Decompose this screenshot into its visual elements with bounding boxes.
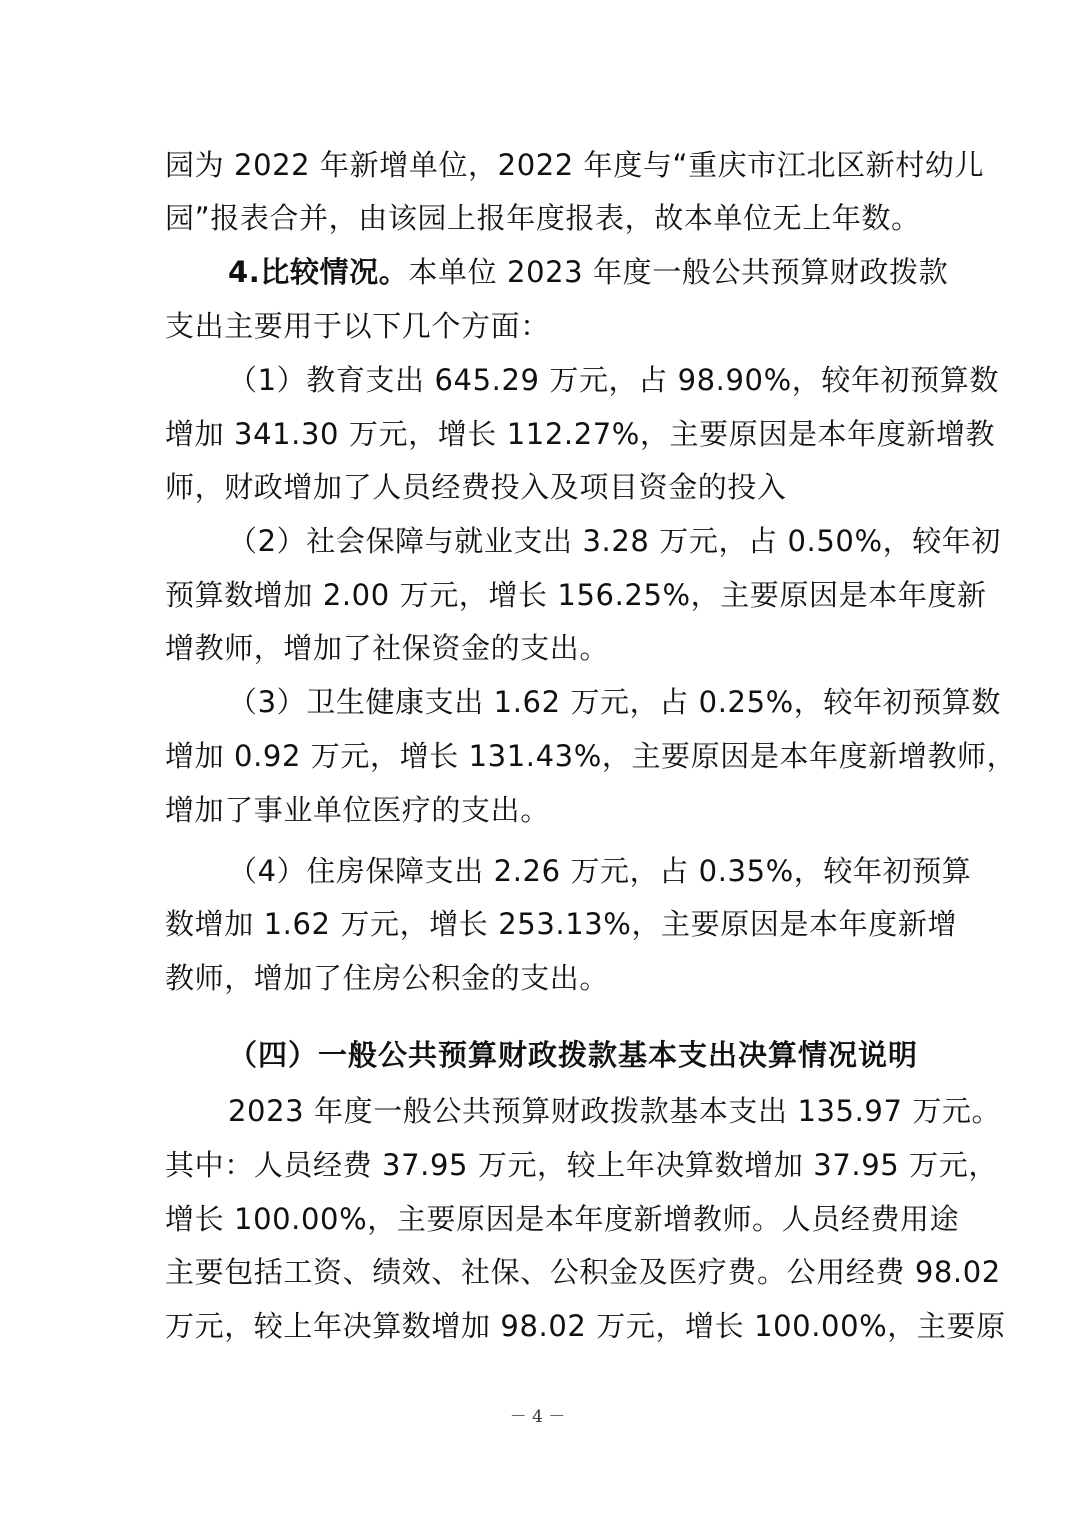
paragraph-line: 教师，增加了住房公积金的支出。 (165, 961, 610, 995)
paragraph-line: 支出主要用于以下几个方面： (165, 309, 550, 343)
paragraph-line: 园”报表合并，由该园上报年度报表，故本单位无上年数。 (165, 201, 921, 235)
section-heading: （四）一般公共预算财政拨款基本支出决算情况说明 (228, 1038, 919, 1072)
paragraph-line: 师，财政增加了人员经费投入及项目资金的投入 (165, 470, 787, 504)
paragraph-line: 预算数增加 2.00 万元，增长 156.25%，主要原因是本年度新 (165, 578, 987, 612)
paragraph-line: 增加 0.92 万元，增长 131.43%，主要原因是本年度新增教师， (165, 739, 1017, 773)
paragraph-line: 2023 年度一般公共预算财政拨款基本支出 135.97 万元。 (228, 1094, 1002, 1128)
paragraph-line: 数增加 1.62 万元，增长 253.13%，主要原因是本年度新增 (165, 907, 958, 941)
page-number: － 4 － (509, 1407, 566, 1427)
paragraph-line: 增教师，增加了社保资金的支出。 (165, 631, 610, 665)
paragraph-line: （4）住房保障支出 2.26 万元，占 0.35%，较年初预算 (228, 854, 972, 888)
paragraph-line: （1）教育支出 645.29 万元，占 98.90%，较年初预算数 (228, 363, 999, 397)
paragraph-line: 主要包括工资、绩效、社保、公积金及医疗费。公用经费 98.02 (165, 1255, 1001, 1289)
section-label: 4.比较情况。 (228, 255, 409, 289)
paragraph-line: （3）卫生健康支出 1.62 万元，占 0.25%，较年初预算数 (228, 685, 1002, 719)
paragraph-line: 增长 100.00%，主要原因是本年度新增教师。人员经费用途 (165, 1202, 960, 1236)
paragraph-line: 增加了事业单位医疗的支出。 (165, 793, 550, 827)
paragraph-line: 园为 2022 年新增单位，2022 年度与“重庆市江北区新村幼儿 (165, 148, 985, 182)
paragraph-line: 万元，较上年决算数增加 98.02 万元，增长 100.00%，主要原 (165, 1309, 1006, 1343)
paragraph-line: 增加 341.30 万元，增长 112.27%，主要原因是本年度新增教 (165, 417, 996, 451)
paragraph-line (228, 254, 948, 290)
paragraph-line: 其中：人员经费 37.95 万元，较上年决算数增加 37.95 万元， (165, 1148, 998, 1182)
paragraph-text: 本单位 2023 年度一般公共预算财政拨款 (408, 255, 949, 289)
paragraph-line: （2）社会保障与就业支出 3.28 万元，占 0.50%，较年初 (228, 524, 1002, 558)
